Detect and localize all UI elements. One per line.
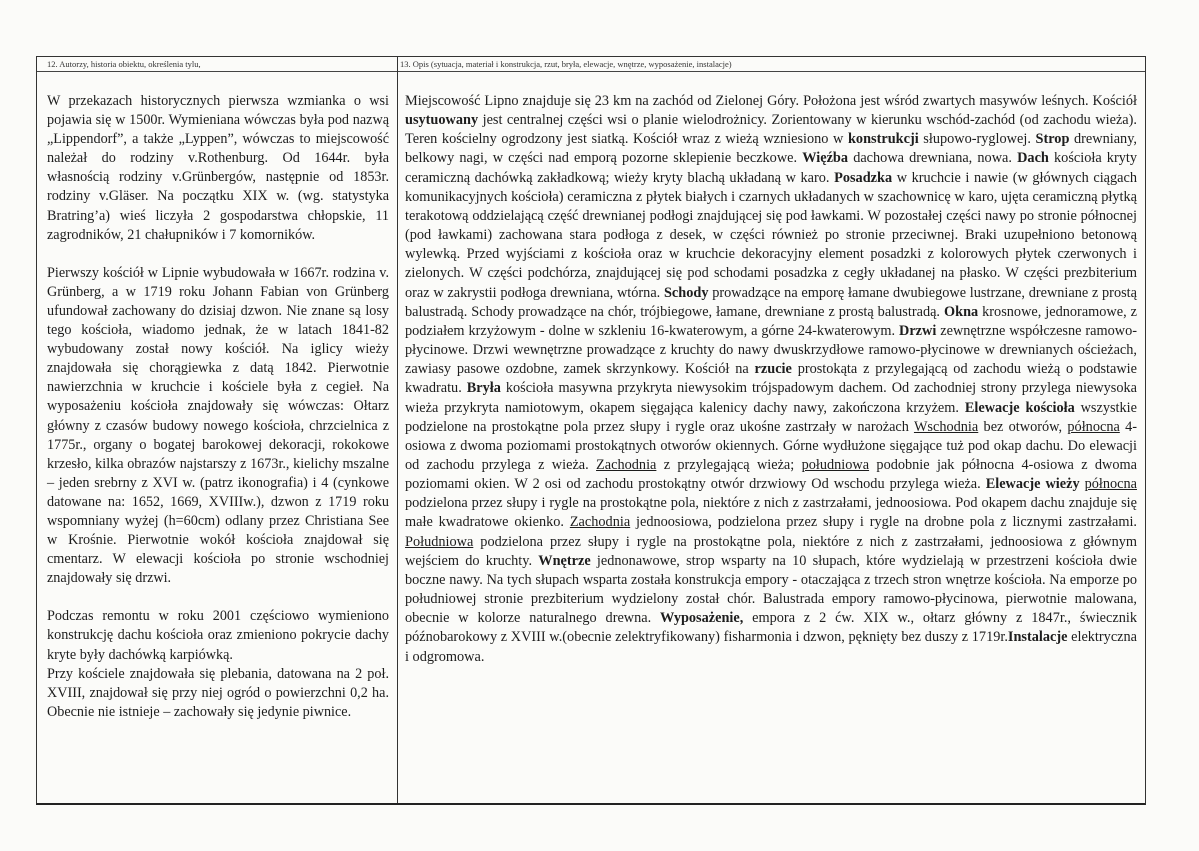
description-segment: wszystkie podzielone na prostokątne pola przez słupy i rygle oraz ukośne zastrzały w narożach: [405, 399, 1137, 435]
description-segment: Miejscowość Lipno znajduje się 23 km na zachód od Zielonej Góry. Położona jest wśród zwartych masywów leśnych. Kościół: [405, 93, 1137, 109]
description-keyword: Wyposażenie,: [660, 610, 744, 627]
description-segment: prostokąta z przylegającą od zachodu wieżą o podstawie kwadratu.: [405, 361, 1137, 397]
history-header: 12. Autorzy, historia obiektu, określenia tylu,: [37, 57, 397, 72]
description-underlined: północna: [1067, 418, 1120, 435]
description-keyword: Elewacje kościoła: [964, 399, 1075, 416]
history-paragraph-4: Przy kościele znajdowała się plebania, datowana na 2 poł. XVIII, znajdował się przy niej ogród o powierzchni 0,2 ha. Obecnie nie istnieje – zachowały się jedynie piwnice.: [47, 665, 389, 720]
description-underlined: Południowa: [405, 533, 474, 550]
description-underlined: północna: [1084, 476, 1137, 493]
description-segment: prowadzące na emporę łamane dwubiegowe lustrzane, drewniane z prostą balustradą. Schody prowadzące na chór, trójbiegowe, łamane, drewniane z prostą balustradą.: [405, 284, 1137, 320]
description-segment: kościoła masywna przykryta niewysokim trójspadowym dachem. Od zachodniej strony przylega niewysoka wieża przykryta namiotowym, okapem sięgająca kalenicy dachy nawy, zakończona krzyżem.: [405, 380, 1138, 416]
description-keyword: Schody: [663, 284, 709, 301]
description-keyword: Posadzka: [834, 169, 893, 186]
description-segment: podobnie jak północna 4-osiowa z dwoma poziomami okien. W 2 osi od zachodu prostokątny otwór drzwiowy Od wschodu przylega wieża.: [405, 456, 1137, 493]
description-keyword: Strop: [1035, 131, 1070, 148]
history-paragraph-2: Pierwszy kościół w Lipnie wybudowała w 1667r. rodzina v. Grünberg, a w 1719 roku Johann Fabian von Grünberg ufundował zachowany do dzisiaj dzwon. Nie znane są losy tego kościoła, wiadomo jednak, że w latach 1841-82 wybudowany został nowy kościół. Na iglicy wieży znajdowała się chorągiewka z datą 1842. Pierwotnie nawierzchnia w kruchcie i kościele była z cegieł. Na wyposażeniu kościoła znajdowały się wówczas: Ołtarz główny z czasów budowy nowego kościoła, chrzcielnica z 1775r., organy o bogatej barokowej dekoracji, rokokowe krzesło, kilka obrazów najstarszy z 1673r., kielichy mszalne – jeden srebrny z XVI w. (patrz ikonografia) i 4 (cynkowe datowane na: 1652, 1669, XVIIIw.), dzwon z 1719 roku wspomniany wyżej (h=60cm) odlany przez Christiana See w Krośnie. Pierwotnie wokół kościoła znajdował się cmentarz. W elewacji kościoła po stronie wschodniej znajdowały się drzwi.: [47, 264, 389, 587]
description-segment: jest centralnej części wsi o planie wielodrożnicy. Zorientowany w kierunku wschód-zachód (od zachodu wieża). Teren kościelny ogrodzony jest siatką. Kościół wraz z wieżą wzniesiono w: [405, 112, 1137, 148]
form-sheet: [36, 56, 1146, 805]
description-underlined: południowa: [801, 456, 870, 473]
description-segment: słupowo-ryglowej.: [918, 131, 1036, 148]
description-segment: dachowa drewniana, nowa.: [848, 150, 1018, 167]
description-segment: krosnowe, jednoramowe, z podziałem krzyżowym - dolne w szkleniu 16-kwaterowym, a górne 24-kwaterowym.: [405, 303, 1137, 339]
description-segment: podzielona przez słupy i rygle na prostokątne pola, niektóre z nich z zastrzałami, jednoosiowa z głównym wejściem do kruchty.: [405, 533, 1137, 569]
description-segment: 4-osiowa z dwoma poziomami prostokątnych otworów okiennych. Górne wydłużone sięgające tuż pod okap dachu. Do elewacji od zachodu przylega z wieża.: [405, 418, 1137, 473]
description-keyword: Okna: [944, 303, 979, 320]
description-header: 13. Opis (sytuacja, materiał i konstrukcja, rzut, bryła, elewacje, wnętrze, wyposażenie, instalacje): [398, 57, 1145, 72]
history-column: [37, 57, 398, 803]
description-column: [398, 57, 1145, 803]
description-segment: podzielona przez słupy i rygle na prostokątne pola, niektóre z nich z zastrzałami, jednoosiowa. Pod okapem dachu znajduje się małe kwadratowe okienko.: [405, 495, 1137, 531]
description-segment: jednonawowe, strop wsparty na 10 słupach, które wydzielają w przestrzeni kościoła dwie boczne nawy. Na tych słupach wsparta została konstrukcja empory - otaczająca z trzech stron wnętrze kościoła. Na emporze po południowej stronie prezbiterium wydzielony został chór. Balustrada empory ramowo-płycinowa, pierwotnie malowana, obecnie w kolorze naturalnego drewna.: [405, 552, 1138, 627]
description-segment: z przylegającą wieża;: [656, 456, 802, 473]
description-text: [398, 72, 1145, 667]
description-keyword: Drzwi: [899, 322, 937, 339]
description-keyword: Dach: [1017, 150, 1049, 167]
description-segment: jednoosiowa, podzielona przez słupy i rygle na drobne pola z licznymi zastrzałami.: [630, 514, 1137, 531]
description-segment: bez otworów,: [978, 418, 1068, 435]
description-segment: kościoła kryty ceramiczną dachówką zakładkową; wieży kryty blachą układaną w karo.: [405, 150, 1137, 186]
description-paragraph: [405, 92, 1137, 667]
description-segment: zewnętrzne współczesne ramowo-płycinowe. Drzwi wewnętrzne prowadzące z kruchty do nawy dwuskrzydłowe ramowo-płycinowe w drewnianych ościeżach, zawiasy pasowe ozdobne, zamek skrzynkowy. Kościół na: [405, 322, 1137, 378]
description-underlined: Zachodnia: [596, 456, 657, 473]
description-underlined: Zachodnia: [569, 514, 631, 531]
description-segment: w kruchcie i nawie (w głównych ciągach komunikacyjnych kościoła) ceramiczna z płytek białych i czarnych układanych w szachownicę w karo, ujęta ceramiczną płytką terakotową oddzielającą część drewnianej podłogi znajdującej się pod ławkami. W pozostałej części nawy po stronie północnej (pod ławkami) zachowana stara podłoga z desek, w części również po stronie przeciwnej. Braki uzupełniono betonową wylewką. Przed wyjściami z kościoła oraz w kruchcie dekoracyjny element posadzki z kolorowych płytek czerwonych i zielonych. W części podchórza, znajdującej się pod schodami posadzka z cegły układanej na płasko. W części prezbiterium oraz w zakrystii podłoga drewniana, wtórna.: [405, 169, 1137, 301]
description-keyword: Elewacje wieży: [985, 476, 1080, 493]
description-keyword: konstrukcji: [847, 131, 919, 148]
history-paragraph-1: W przekazach historycznych pierwsza wzmianka o wsi pojawia się w 1500r. Wymieniana wówczas była pod nazwą „Lippendorf”, a także „Lyppen”, wówczas to miejscowość należał do rodziny v.Rothenburg. Od 1644r. była własnością rodziny v.Grünbergów, następnie od 1853r. rodziny v.Gläser. Na początku XIX w. (wg. statystyka Bratring’a) wieś liczyła 2 gospodarstwa chłopskie, 11 zagrodników, 21 chałupników i 7 komorników.: [47, 93, 389, 243]
description-keyword: rzucie: [754, 361, 792, 378]
description-segment: elektryczna i odgromowa.: [405, 629, 1138, 665]
history-paragraph-3: Podczas remontu w roku 2001 częściowo wymieniono konstrukcję dachu kościoła oraz zmieniono pokrycie dachy kryte były dachówką karpiówką.: [47, 608, 389, 663]
description-keyword: Bryła: [466, 380, 501, 397]
description-segment: empora z 2 ćw. XIX w., ołtarz główny z 1847r., świecznik późnobarokowy z XVIII w.(obecnie zelektryfikowany) fisharmonia i dzwon, pęknięty bez duszy z 1719r.: [405, 610, 1137, 646]
description-underlined: Wschodnia: [913, 418, 979, 435]
description-segment: drewniany, belkowy nagi, w części nad emporą pozorne sklepienie beczkowe.: [405, 131, 1137, 167]
description-keyword: Instalacje: [1007, 629, 1068, 646]
description-keyword: usytuowany: [405, 112, 479, 129]
history-text: [37, 72, 397, 722]
description-keyword: Wnętrze: [538, 552, 591, 569]
description-keyword: Więźba: [802, 150, 849, 167]
